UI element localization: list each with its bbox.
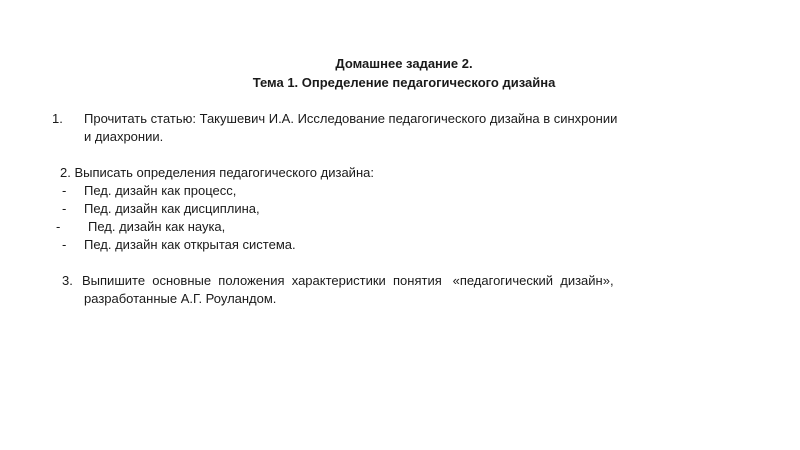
bullet-dash: -: [56, 219, 61, 234]
item1-line2: и диахронии.: [84, 129, 164, 144]
bullet-dash: -: [62, 237, 67, 252]
bullet-text: Пед. дизайн как дисциплина,: [84, 201, 260, 216]
bullet-text: Пед. дизайн как процесс,: [84, 183, 237, 198]
item3-line1: Выпишите основные положения характеристики понятия «педагогический дизайн»,: [82, 273, 614, 288]
item2-heading: 2. Выписать определения педагогического дизайна:: [60, 165, 374, 180]
slide-title: [0, 54, 800, 92]
bullet-dash: -: [62, 183, 67, 198]
item1-line1: Прочитать статью: Такушевич И.А. Исследование педагогического дизайна в синхронии: [84, 111, 618, 126]
item1-number: 1.: [52, 111, 63, 126]
bullet-text: Пед. дизайн как наука,: [88, 219, 226, 234]
title-line-1: Домашнее задание 2.: [335, 56, 473, 71]
bullet-dash: -: [62, 201, 67, 216]
item3-line2: разработанные А.Г. Роуландом.: [84, 291, 277, 306]
bullet-text: Пед. дизайн как открытая система.: [84, 237, 296, 252]
title-line-2: Тема 1. Определение педагогического дизайна: [252, 75, 556, 90]
item3-number: 3.: [62, 273, 73, 288]
